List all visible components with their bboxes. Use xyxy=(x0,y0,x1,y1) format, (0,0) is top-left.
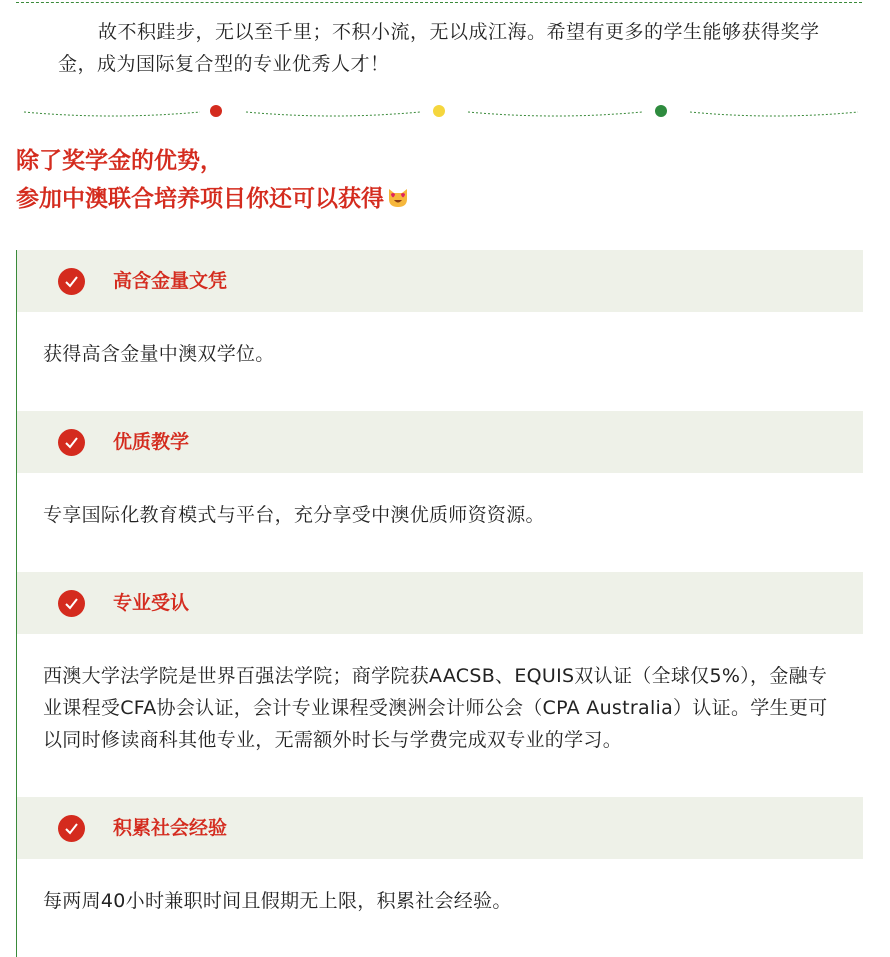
section-title: 专业受认 xyxy=(113,592,190,614)
divider-wave-4 xyxy=(690,112,858,116)
check-icon xyxy=(58,815,85,842)
section-body: 每两周40小时兼职时间且假期无上限，积累社会经验。 xyxy=(43,890,512,912)
section-title: 优质教学 xyxy=(113,431,190,453)
divider-dot-red xyxy=(210,105,222,117)
section-body: 专享国际化教育模式与平台，充分享受中澳优质师资资源。 xyxy=(43,504,545,526)
divider-dot-green xyxy=(655,105,667,117)
divider-dot-yellow xyxy=(433,105,445,117)
divider-wave-2 xyxy=(246,112,420,116)
headline-line-2-text: 参加中澳联合培养项目你还可以获得 xyxy=(16,186,384,212)
headline-line-1: 除了奖学金的优势， xyxy=(16,148,223,174)
check-icon xyxy=(58,268,85,295)
check-icon xyxy=(58,429,85,456)
section-title: 高含金量文凭 xyxy=(113,270,228,292)
section-body: 获得高含金量中澳双学位。 xyxy=(43,343,275,365)
section-title: 积累社会经验 xyxy=(113,817,228,839)
divider-wave-1 xyxy=(24,112,200,116)
section-header-experience xyxy=(17,797,863,859)
heart-eyes-cat-emoji-icon xyxy=(386,185,410,209)
dotted-divider xyxy=(22,98,862,126)
section-header-accreditation xyxy=(17,572,863,634)
section-body: 西澳大学法学院是世界百强法学院；商学院获AACSB、EQUIS双认证（全球仅5%），金融专业课程受CFA协会认证，会计专业课程受澳洲会计师公会（CPA Australia）认证。学生更可以同时修读商科其他专业，无需额外时长与学费完成双专业的学习。 xyxy=(43,665,828,751)
headline xyxy=(16,142,866,218)
headline-line-2 xyxy=(16,180,866,218)
top-dashed-divider xyxy=(16,2,862,3)
section-header-teaching xyxy=(17,411,863,473)
check-icon xyxy=(58,590,85,617)
intro-paragraph: 故不积跬步，无以至千里；不积小流，无以成江海。希望有更多的学生能够获得奖学金，成为国际复合型的专业优秀人才！ xyxy=(58,21,820,75)
section-header-credential xyxy=(17,250,863,312)
divider-wave-3 xyxy=(468,112,642,116)
benefits-panel xyxy=(16,250,863,957)
